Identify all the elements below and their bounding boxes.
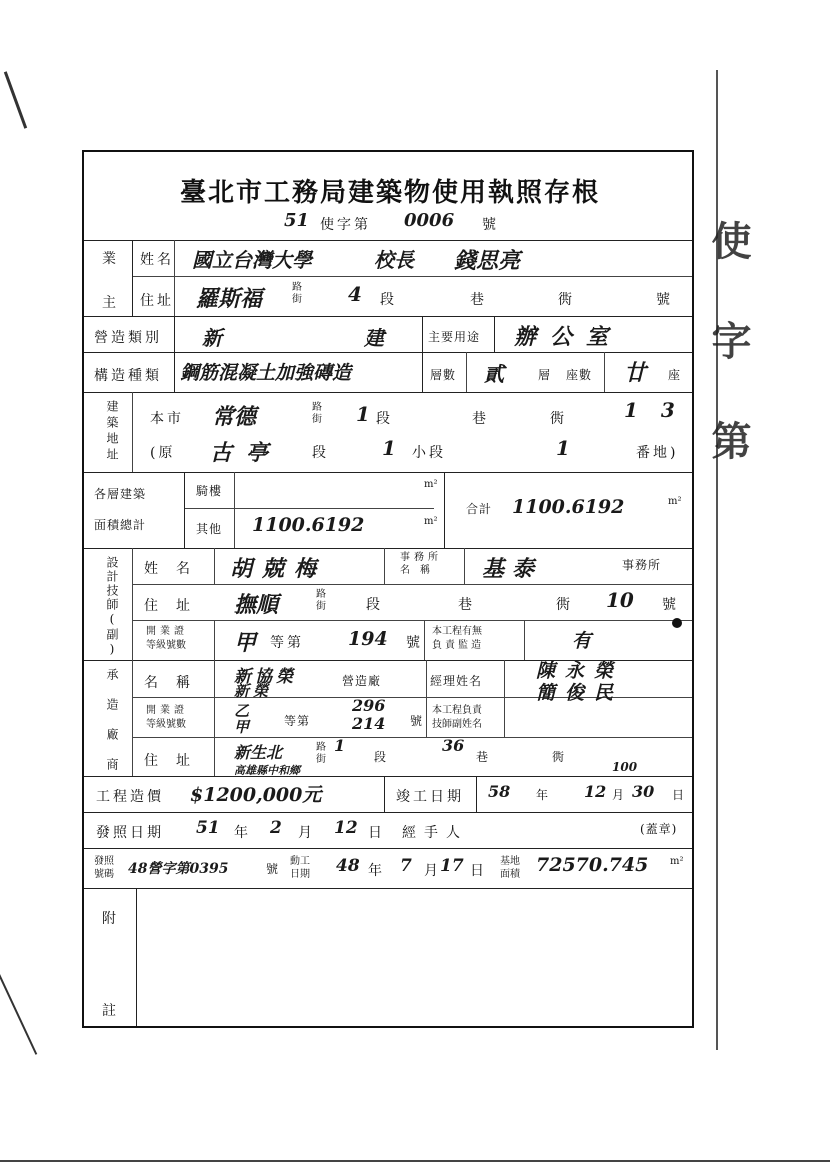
col-line (234, 472, 235, 548)
owner-name-label: 姓名 (140, 252, 174, 268)
arcade-unit: m² (424, 479, 438, 490)
row-line (84, 316, 692, 317)
col-line (466, 352, 467, 392)
owner-lane-label: 巷 (470, 292, 487, 308)
contractor-license-label-2: 等級號數 (146, 719, 186, 730)
col-line (132, 392, 133, 472)
start-month: 7 (400, 856, 412, 876)
issue-year: 51 (196, 818, 220, 838)
contractor-manager-value-2: 簡俊民 (536, 682, 624, 704)
completion-day-label: 日 (672, 788, 686, 802)
area-label-1: 各層建築 (94, 487, 147, 501)
site-number-value: 1 3 (624, 398, 683, 422)
owner-name-person: 錢思亮 (454, 248, 521, 274)
site-lane-label: 巷 (472, 411, 489, 427)
designer-addr-road: 撫順 (234, 592, 279, 618)
col-line (132, 548, 133, 776)
site-orig-section-label: 段 (312, 445, 329, 461)
scan-mark-left (4, 71, 27, 128)
designer-road-label: 路 (316, 589, 326, 600)
blocks-label: 座數 (566, 368, 593, 382)
owner-street-label: 街 (292, 294, 302, 305)
contractor-license-no-2: 214 (352, 714, 386, 733)
scan-mark-left-bottom (0, 945, 37, 1055)
remarks-area (138, 890, 690, 1024)
area-label-2: 面積總計 (94, 518, 147, 532)
blocks-value: 廿 (624, 360, 647, 386)
row-line (84, 548, 692, 549)
completion-month-label: 月 (612, 788, 626, 802)
site-area-unit: m² (670, 856, 684, 867)
main-use-value: 辦公室 (514, 324, 623, 350)
permit-number: 0006 (404, 210, 455, 231)
owner-name-title: 校長 (374, 248, 414, 272)
col-line (464, 548, 465, 584)
col-line (476, 776, 477, 812)
designer-office-suffix: 事務所 (622, 558, 662, 572)
floors-label: 層數 (430, 368, 457, 382)
col-line (384, 548, 385, 584)
designer-number-label: 號 (662, 597, 679, 613)
col-line (504, 660, 505, 697)
designer-license-grade-label: 等第 (270, 635, 304, 651)
col-line (214, 620, 215, 660)
contractor-license-grade-1: 乙 (234, 702, 250, 720)
remarks-label-top: 附 (102, 911, 119, 927)
completion-year: 58 (488, 782, 511, 801)
start-day-label: 日 (470, 863, 487, 879)
other-unit: m² (424, 516, 438, 527)
designer-lane-label: 巷 (458, 597, 475, 613)
site-section-label: 段 (376, 411, 393, 427)
permit-label: 使字第 (320, 217, 371, 233)
col-line (132, 240, 133, 316)
col-line (184, 472, 185, 548)
site-orig-open: (原 (150, 445, 176, 461)
scan-mark-bottom-edge (0, 1160, 830, 1162)
contractor-name-value-1: 新協榮 (234, 667, 297, 687)
start-year-label: 年 (368, 863, 385, 879)
row-line (132, 620, 692, 621)
designer-label: 設計技師(副) (105, 556, 119, 658)
other-label: 其他 (196, 522, 223, 536)
row-line (132, 737, 692, 738)
designer-license-label-2: 等級號數 (146, 640, 186, 651)
start-year: 48 (336, 856, 360, 876)
contractor-builder-label: 營造廠 (342, 674, 382, 688)
owner-label-ye: 業 (102, 251, 119, 267)
row-line (84, 240, 692, 241)
contractor-license-grade-2: 甲 (234, 718, 250, 736)
contractor-addr-lane: 36 (442, 736, 465, 755)
designer-license-grade: 甲 (234, 630, 257, 656)
site-orig-section-value: 1 (382, 436, 396, 460)
col-line (494, 316, 495, 352)
contractor-addr-road: 新生北 (234, 743, 283, 762)
row-line (84, 888, 692, 889)
designer-alley-label: 衖 (556, 597, 573, 613)
col-line (136, 888, 137, 1026)
owner-label-zhu: 主 (102, 295, 119, 311)
owner-alley-label: 衖 (558, 292, 575, 308)
designer-name-value: 胡兢梅 (230, 556, 327, 582)
site-address-label: 建築地址 (105, 400, 119, 464)
structure-type-value: 鋼筋混凝土加強磚造 (180, 362, 352, 384)
issue-month-label: 月 (298, 825, 315, 841)
issue-month: 2 (270, 818, 282, 838)
floors-value: 貳 (484, 362, 504, 386)
arcade-label: 騎樓 (196, 484, 223, 498)
row-line (132, 584, 692, 585)
remarks-label-bottom: 註 (102, 1003, 119, 1019)
contractor-manager-value-1: 陳永榮 (536, 660, 624, 682)
building-permit-no-label: 號 (266, 862, 280, 876)
site-subsection-label: 小段 (412, 445, 446, 461)
designer-name-label: 姓名 (144, 561, 208, 577)
site-city-label: 本市 (150, 411, 184, 427)
designer-street-label: 街 (316, 601, 326, 612)
contractor-addr-section: 1 (334, 736, 346, 755)
contractor-lane-label: 巷 (476, 750, 490, 764)
main-use-label: 主要用途 (428, 330, 481, 344)
owner-name-value: 國立台灣大學 (192, 248, 312, 272)
site-area-label-1: 基地 (500, 856, 520, 867)
start-label-2: 日期 (290, 869, 310, 880)
designer-addr-number: 10 (606, 588, 634, 612)
site-road-label: 路 (312, 402, 322, 413)
row-line (184, 508, 434, 509)
site-lot-label: 番地) (636, 445, 679, 461)
col-line (426, 697, 427, 737)
other-area-value: 1100.6192 (252, 514, 365, 536)
contractor-label: 承造廠商 (105, 668, 119, 788)
issue-day: 12 (334, 818, 358, 838)
construction-type-value-2: 建 (364, 326, 384, 350)
col-line (424, 620, 425, 660)
col-line (384, 776, 385, 812)
col-line (524, 620, 525, 660)
issue-day-label: 日 (368, 825, 385, 841)
scan-mark-right-edge (716, 70, 718, 1050)
col-line (174, 316, 175, 392)
block-unit: 座 (668, 368, 682, 382)
col-line (444, 472, 445, 548)
building-permit-label-1: 發照 (94, 856, 114, 867)
contractor-license-label-1: 開業證 (146, 705, 188, 716)
permit-form (82, 150, 694, 1028)
site-alley-label: 衖 (550, 411, 567, 427)
site-area-label-2: 面積 (500, 869, 520, 880)
issue-label: 發照日期 (96, 825, 164, 841)
construction-type-value-1: 新 (202, 326, 222, 350)
contractor-license-no-label: 號 (410, 714, 424, 728)
construction-type-label: 營造類別 (94, 330, 162, 346)
contractor-street-label: 街 (316, 754, 326, 765)
contractor-manager-label: 經理姓名 (430, 674, 483, 688)
row-line (84, 352, 692, 353)
row-line (84, 472, 692, 473)
supervise-label-2: 負責監造 (432, 640, 484, 651)
permit-suffix: 號 (482, 217, 499, 233)
site-orig-district: 古亭 (210, 440, 283, 466)
col-line (174, 240, 175, 316)
col-line (422, 316, 423, 352)
owner-road-label: 路 (292, 282, 302, 293)
contractor-name-label: 名稱 (144, 675, 208, 691)
contractor-section-label: 段 (374, 750, 388, 764)
designer-license-no: 194 (348, 628, 388, 650)
designer-office-value: 基泰 (482, 556, 543, 582)
total-label: 合計 (466, 502, 493, 516)
completion-month: 12 (584, 782, 607, 801)
row-line (84, 392, 692, 393)
designer-license-no-label: 號 (406, 635, 423, 651)
cost-value: $1200,000元 (190, 784, 322, 806)
contractor-addr-number: 100 (612, 760, 638, 774)
col-line (426, 660, 427, 697)
contractor-license-grade-label: 等第 (284, 714, 311, 728)
designer-addr-label: 住址 (144, 598, 208, 614)
handler-label: 經手人 (402, 825, 468, 841)
row-line (84, 776, 692, 777)
contractor-license-no-1: 296 (352, 696, 386, 715)
seal-label: (蓋章) (640, 822, 678, 836)
designer-office-label-1: 事務所 (400, 552, 442, 563)
owner-address-section: 4 (348, 282, 362, 306)
row-line (84, 812, 692, 813)
owner-section-label: 段 (380, 292, 397, 308)
site-orig-lot-value: 1 (556, 436, 570, 460)
site-area-value: 72570.745 (536, 854, 649, 876)
col-line (214, 660, 215, 776)
start-month-label: 月 (424, 863, 441, 879)
site-street-label: 街 (312, 414, 322, 425)
contractor-addr-label: 住址 (144, 753, 208, 769)
supervise-value: 有 (572, 630, 592, 652)
contractor-alley-label: 衖 (552, 750, 566, 764)
floor-unit: 層 (538, 368, 552, 382)
contractor-name-value-2: 新榮 (234, 682, 273, 700)
owner-address-label: 住址 (140, 293, 174, 309)
structure-type-label: 構造種類 (94, 368, 162, 384)
margin-stamp: 使字第 (705, 220, 752, 520)
site-section-value: 1 (356, 402, 370, 426)
completion-label: 竣工日期 (396, 789, 464, 805)
designer-office-label-2: 名稱 (400, 565, 440, 576)
owner-number-label: 號 (656, 292, 673, 308)
start-label-1: 動工 (290, 856, 310, 867)
issue-year-label: 年 (234, 825, 251, 841)
cost-label: 工程造價 (96, 789, 164, 805)
completion-year-label: 年 (536, 788, 550, 802)
row-line (132, 276, 692, 277)
total-area-value: 1100.6192 (512, 496, 625, 518)
site-road-value: 常德 (212, 404, 257, 430)
contractor-addr-note: 高雄縣中和鄉 (234, 764, 300, 777)
building-permit-value: 48營字第0395 (128, 861, 229, 877)
col-line (214, 548, 215, 584)
designer-section-label: 段 (366, 597, 383, 613)
col-line (604, 352, 605, 392)
ink-blot (672, 618, 682, 628)
start-day: 17 (440, 856, 464, 876)
tech-label-2: 技師副姓名 (432, 719, 482, 730)
owner-address-road: 羅斯福 (196, 286, 263, 312)
completion-day: 30 (632, 782, 655, 801)
row-line (84, 848, 692, 849)
permit-prefix: 51 (284, 210, 310, 231)
col-line (504, 697, 505, 737)
contractor-road-label: 路 (316, 742, 326, 753)
supervise-label-1: 本工程有無 (432, 626, 482, 637)
building-permit-label-2: 號碼 (94, 869, 114, 880)
form-title: 臺北市工務局建築物使用執照存根 (179, 178, 600, 208)
total-unit: m² (668, 496, 682, 507)
tech-label-1: 本工程負責 (432, 705, 482, 716)
designer-license-label-1: 開業證 (146, 626, 188, 637)
col-line (422, 352, 423, 392)
